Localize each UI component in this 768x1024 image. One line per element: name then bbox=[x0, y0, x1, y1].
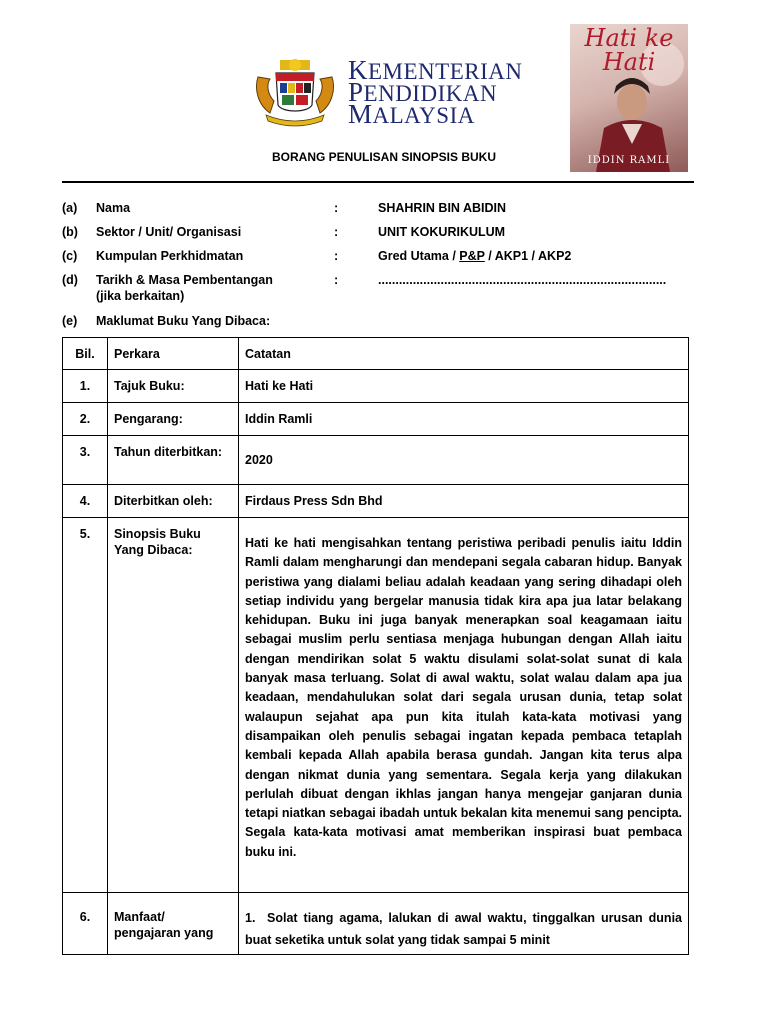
field-service-group-value: Gred Utama / P&P / AKP1 / AKP2 bbox=[378, 249, 572, 263]
field-name-value: SHAHRIN BIN ABIDIN bbox=[378, 201, 507, 215]
book-cover-author: IDDIN RAMLI bbox=[587, 155, 671, 166]
header-cell-catatan: Catatan bbox=[239, 338, 689, 370]
field-sector-value: UNIT KOKURIKULUM bbox=[378, 225, 506, 239]
book-cover-title: Hati ke Hati bbox=[584, 24, 674, 76]
year-value: 2020 bbox=[245, 453, 273, 467]
table-row: 3. Tahun diterbitkan: 2020 bbox=[63, 436, 689, 485]
ministry-line-2: PENDIDIKAN bbox=[348, 77, 498, 107]
field-presentation-date-value: ................................................................................... bbox=[378, 273, 667, 287]
table-row: 1. Tajuk Buku: Hati ke Hati bbox=[63, 370, 689, 403]
header-cell-bil: Bil. bbox=[63, 338, 108, 370]
benefit-item: 1. Solat tiang agama, lalukan di awal waktu, tinggalkan urusan dunia buat seketika untuk solat yang tidak sampai 5 minit bbox=[245, 911, 682, 947]
benefit-text: Solat tiang agama, lalukan di awal waktu, tinggalkan urusan dunia buat seketika untuk solat yang tidak sampai 5 minit bbox=[245, 911, 682, 947]
table-row: 5. Sinopsis Buku Yang Dibaca: Hati ke hati mengisahkan tentang peristiwa peribadi penulis iaitu Iddin Ramli dalam mengharungi dan mendepani segala cabaran hidup. Banyak peristiwa yang dialami beliau adalah keadaan yang sering dihadapi oleh setiap individu yang bergelar manusia tidak kira apa jua latar belakang kehidupan. Buku ini juga banyak menerapkan soal keagamaan iaitu sebagai muslim perlu sentiasa menjaga hubungan dengan Allah iaitu dengan mendirikan solat 5 waktu disulami solat-solat sunat di kala banyak masa terluang. Solat di awal waktu, solat walau dalam apa jua keadaan, mendahulukan solat dari segala urusan dunia, tetap solat walaupun sejahat apa pun kita itulah kata-kata motivasi yang disampaikan oleh penulis sebagai ingatan kepada pembaca tetaplah kembali kepada Allah apabila berasa gundah. Jangan kita terus alpa dengan nikmat dunia yang sementara. Segala kerja yang dilakukan perlulah dibuat dengan ikhlas jangan hanya mengejar ganjaran dunia tetapi niatkan sebagai ibadah untuk bekalan kita menemui sang pencipta. Segala kata-kata motivasi amat memberikan inspirasi buat pembaca buku ini. bbox=[63, 518, 689, 893]
table-row: 6. Manfaat/ pengajaran yang 1. Solat tiang agama, lalukan di awal waktu, tinggalkan urusan dunia buat seketika untuk solat yang tidak sampai 5 minit bbox=[63, 893, 689, 955]
ministry-line-3: MALAYSIA bbox=[348, 99, 475, 129]
synopsis-text: Hati ke hati mengisahkan tentang peristiwa peribadi penulis iaitu Iddin Ramli dalam mengharungi dan mendepani segala cabaran hidup. Banyak peristiwa yang dialami beliau adalah keadaan yang sering dihadapi oleh setiap individu yang bergelar manusia tidak kira apa jua latar belakang kehidupan. Buku ini juga banyak menerapkan soal keagamaan iaitu sebagai muslim perlu sentiasa menjaga hubungan dengan Allah iaitu dengan mendirikan solat 5 waktu disulami solat-solat sunat di kala banyak masa terluang. Solat di awal waktu, solat walau dalam apa jua keadaan, mendahulukan solat dari segala urusan dunia, tetap solat walaupun sejahat apa pun kita itulah kata-kata motivasi yang disampaikan oleh penulis sebagai ingatan kepada pembaca tetaplah kembali kepada Allah apabila berasa gundah. Jangan kita terus alpa dengan nikmat dunia yang sementara. Segala kerja yang dilakukan perlulah dibuat dengan ikhlas jangan hanya mengejar ganjaran dunia tetapi niatkan sebagai ibadah untuk bekalan kita menemui sang pencipta. Segala kata-kata motivasi amat memberikan inspirasi buat pembaca buku ini. bbox=[245, 536, 682, 859]
table-row: 4. Diterbitkan oleh: Firdaus Press Sdn Bhd bbox=[63, 485, 689, 518]
header-cell-perkara: Perkara bbox=[108, 338, 239, 370]
header-divider bbox=[62, 181, 694, 183]
ministry-line-1: KEMENTERIAN bbox=[348, 55, 523, 85]
coat-of-arms-logo bbox=[252, 57, 338, 129]
publisher-value: Firdaus Press Sdn Bhd bbox=[245, 494, 383, 508]
form-title: BORANG PENULISAN SINOPSIS BUKU bbox=[271, 150, 497, 164]
ministry-logo-text bbox=[348, 55, 523, 129]
table-row: 2. Pengarang: Iddin Ramli bbox=[63, 403, 689, 436]
table-header-row bbox=[63, 338, 689, 370]
author-value: Iddin Ramli bbox=[245, 412, 313, 426]
book-title-value: Hati ke Hati bbox=[245, 379, 314, 393]
book-info-table bbox=[62, 337, 689, 955]
